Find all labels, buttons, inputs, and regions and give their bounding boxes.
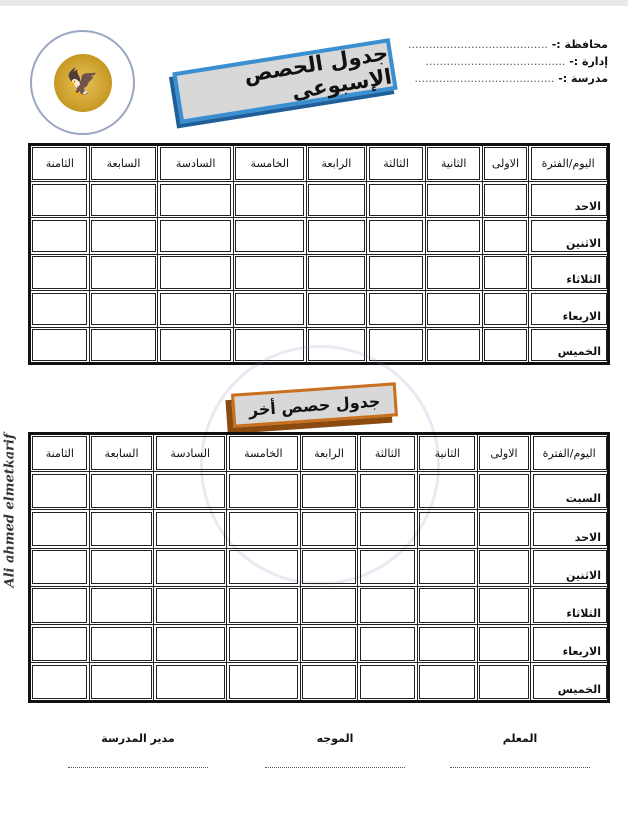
period-cell[interactable] bbox=[154, 510, 227, 548]
table-row bbox=[30, 327, 609, 363]
day-label: الاثنين bbox=[531, 548, 609, 586]
period-cell[interactable] bbox=[482, 182, 529, 218]
period-cell[interactable] bbox=[233, 182, 306, 218]
period-cell[interactable] bbox=[358, 548, 418, 586]
governorate-field[interactable]: ........................................ bbox=[408, 38, 548, 51]
school-info bbox=[408, 36, 608, 87]
column-header: الثامنة bbox=[30, 434, 90, 472]
period-cell[interactable] bbox=[417, 625, 477, 663]
second-table-title: جدول حصص أخر bbox=[231, 382, 398, 427]
table-row bbox=[30, 586, 609, 624]
period-cell[interactable] bbox=[477, 586, 531, 624]
signature-line[interactable] bbox=[450, 767, 590, 768]
column-header: الثانية bbox=[425, 145, 482, 182]
column-header: الاولى bbox=[477, 434, 531, 472]
period-cell[interactable] bbox=[227, 548, 301, 586]
day-label: الخميس bbox=[531, 663, 609, 701]
period-cell[interactable] bbox=[158, 218, 234, 254]
period-cell[interactable] bbox=[89, 254, 158, 290]
period-cell[interactable] bbox=[358, 510, 418, 548]
day-label: الاحد bbox=[529, 182, 609, 218]
period-cell[interactable] bbox=[482, 327, 529, 363]
period-cell[interactable] bbox=[367, 291, 426, 327]
period-cell[interactable] bbox=[306, 218, 367, 254]
period-cell[interactable] bbox=[30, 625, 90, 663]
weekly-schedule-table bbox=[28, 143, 610, 365]
other-schedule-table bbox=[28, 432, 610, 703]
period-cell[interactable] bbox=[158, 182, 234, 218]
period-cell[interactable] bbox=[30, 218, 90, 254]
table-row bbox=[30, 291, 609, 327]
period-cell[interactable] bbox=[233, 327, 306, 363]
table-row bbox=[30, 218, 609, 254]
column-header: الخامسة bbox=[227, 434, 301, 472]
day-label: الاثنين bbox=[529, 218, 609, 254]
period-cell[interactable] bbox=[477, 663, 531, 701]
column-header: الرابعة bbox=[306, 145, 367, 182]
period-cell[interactable] bbox=[425, 218, 482, 254]
period-cell[interactable] bbox=[367, 218, 426, 254]
supervisor-label: الموجه bbox=[316, 732, 354, 745]
period-cell[interactable] bbox=[358, 472, 418, 510]
table-row bbox=[30, 625, 609, 663]
day-label: الثلاثاء bbox=[529, 254, 609, 290]
period-cell[interactable] bbox=[367, 327, 426, 363]
period-cell[interactable] bbox=[30, 510, 90, 548]
period-cell[interactable] bbox=[89, 625, 154, 663]
period-cell[interactable] bbox=[300, 625, 358, 663]
period-cell[interactable] bbox=[358, 663, 418, 701]
period-cell[interactable] bbox=[30, 663, 90, 701]
period-cell[interactable] bbox=[154, 625, 227, 663]
period-cell[interactable] bbox=[482, 291, 529, 327]
period-cell[interactable] bbox=[89, 586, 154, 624]
table-row bbox=[30, 254, 609, 290]
period-cell[interactable] bbox=[300, 510, 358, 548]
period-cell[interactable] bbox=[30, 254, 90, 290]
school-label: مدرسة :- bbox=[558, 72, 608, 85]
column-header: الثامنة bbox=[30, 145, 90, 182]
period-cell[interactable] bbox=[417, 510, 477, 548]
period-cell[interactable] bbox=[233, 254, 306, 290]
school-field[interactable]: ........................................ bbox=[414, 72, 555, 85]
table-row bbox=[30, 663, 609, 701]
period-cell[interactable] bbox=[89, 472, 154, 510]
period-cell[interactable] bbox=[227, 586, 301, 624]
column-header: السابعة bbox=[89, 434, 154, 472]
period-cell[interactable] bbox=[227, 663, 301, 701]
period-cell[interactable] bbox=[358, 586, 418, 624]
table-row bbox=[30, 510, 609, 548]
period-cell[interactable] bbox=[30, 182, 90, 218]
teacher-label: المعلم bbox=[502, 732, 538, 745]
period-cell[interactable] bbox=[306, 182, 367, 218]
period-cell[interactable] bbox=[300, 586, 358, 624]
day-label: الخميس bbox=[529, 327, 609, 363]
period-cell[interactable] bbox=[306, 254, 367, 290]
column-header: الخامسة bbox=[233, 145, 306, 182]
principal-signature bbox=[68, 732, 208, 768]
period-cell[interactable] bbox=[300, 663, 358, 701]
column-header: الثالثة bbox=[367, 145, 426, 182]
column-header: السادسة bbox=[154, 434, 227, 472]
period-cell[interactable] bbox=[425, 254, 482, 290]
period-cell[interactable] bbox=[158, 291, 234, 327]
period-cell[interactable] bbox=[227, 625, 301, 663]
period-cell[interactable] bbox=[477, 625, 531, 663]
period-cell[interactable] bbox=[233, 291, 306, 327]
period-cell[interactable] bbox=[227, 510, 301, 548]
day-label: الثلاثاء bbox=[531, 586, 609, 624]
column-header: الثالثة bbox=[358, 434, 418, 472]
period-cell[interactable] bbox=[417, 586, 477, 624]
ministry-logo bbox=[30, 30, 135, 135]
period-cell[interactable] bbox=[425, 291, 482, 327]
author-signature: Ali ahmed elmetkarif bbox=[2, 433, 18, 588]
administration-label: إدارة :- bbox=[569, 55, 608, 68]
column-header: اليوم/الفترة bbox=[531, 434, 609, 472]
period-cell[interactable] bbox=[417, 548, 477, 586]
period-cell[interactable] bbox=[425, 327, 482, 363]
period-cell[interactable] bbox=[300, 548, 358, 586]
period-cell[interactable] bbox=[30, 291, 90, 327]
column-header: السادسة bbox=[158, 145, 234, 182]
period-cell[interactable] bbox=[30, 548, 90, 586]
column-header: الاولى bbox=[482, 145, 529, 182]
period-cell[interactable] bbox=[89, 548, 154, 586]
period-cell[interactable] bbox=[154, 586, 227, 624]
period-cell[interactable] bbox=[89, 663, 154, 701]
period-cell[interactable] bbox=[227, 472, 301, 510]
period-cell[interactable] bbox=[482, 218, 529, 254]
period-cell[interactable] bbox=[89, 218, 158, 254]
column-header: الرابعة bbox=[300, 434, 358, 472]
period-cell[interactable] bbox=[154, 472, 227, 510]
period-cell[interactable] bbox=[89, 327, 158, 363]
period-cell[interactable] bbox=[154, 663, 227, 701]
table-row bbox=[30, 472, 609, 510]
period-cell[interactable] bbox=[233, 218, 306, 254]
period-cell[interactable] bbox=[306, 327, 367, 363]
period-cell[interactable] bbox=[358, 625, 418, 663]
period-cell[interactable] bbox=[30, 327, 90, 363]
column-header: السابعة bbox=[89, 145, 158, 182]
period-cell[interactable] bbox=[367, 182, 426, 218]
signature-line[interactable] bbox=[265, 767, 405, 768]
period-cell[interactable] bbox=[30, 586, 90, 624]
period-cell[interactable] bbox=[89, 510, 154, 548]
column-header: الثانية bbox=[417, 434, 477, 472]
period-cell[interactable] bbox=[477, 510, 531, 548]
eagle-emblem-icon: 🦅 bbox=[54, 54, 112, 112]
period-cell[interactable] bbox=[477, 548, 531, 586]
period-cell[interactable] bbox=[367, 254, 426, 290]
period-cell[interactable] bbox=[482, 254, 529, 290]
day-label: الاربعاء bbox=[531, 625, 609, 663]
page-title: جدول الحصص الإسبوعى bbox=[172, 38, 397, 124]
period-cell[interactable] bbox=[417, 472, 477, 510]
period-cell[interactable] bbox=[417, 663, 477, 701]
top-border bbox=[0, 0, 628, 6]
principal-label: مدير المدرسة bbox=[101, 732, 175, 745]
period-cell[interactable] bbox=[300, 472, 358, 510]
table-row bbox=[30, 548, 609, 586]
period-cell[interactable] bbox=[89, 182, 158, 218]
table-row bbox=[30, 182, 609, 218]
period-cell[interactable] bbox=[89, 291, 158, 327]
signature-line[interactable] bbox=[68, 767, 208, 768]
day-label: الاربعاء bbox=[529, 291, 609, 327]
column-header: اليوم/الفترة bbox=[529, 145, 609, 182]
supervisor-signature bbox=[265, 732, 405, 768]
period-cell[interactable] bbox=[154, 548, 227, 586]
period-cell[interactable] bbox=[425, 182, 482, 218]
period-cell[interactable] bbox=[306, 291, 367, 327]
day-label: السبت bbox=[531, 472, 609, 510]
administration-field[interactable]: ........................................ bbox=[425, 55, 566, 68]
period-cell[interactable] bbox=[158, 327, 234, 363]
day-label: الاحد bbox=[531, 510, 609, 548]
period-cell[interactable] bbox=[158, 254, 234, 290]
period-cell[interactable] bbox=[477, 472, 531, 510]
governorate-label: محافظة :- bbox=[551, 38, 608, 51]
period-cell[interactable] bbox=[30, 472, 90, 510]
teacher-signature bbox=[450, 732, 590, 768]
